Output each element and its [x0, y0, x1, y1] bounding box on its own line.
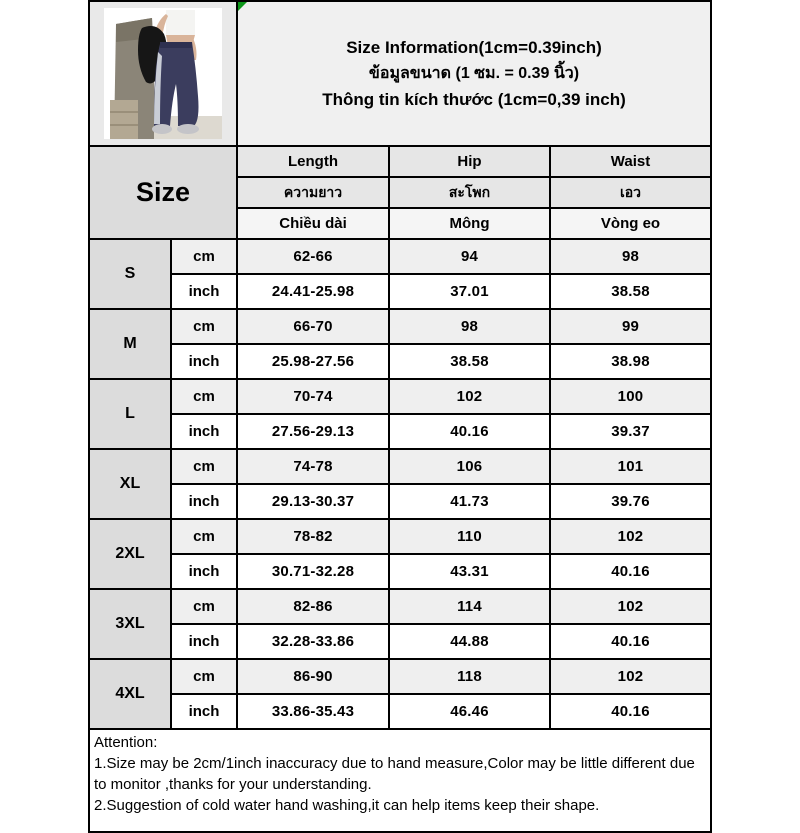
value-3xl-waist-cm: 102 [550, 589, 711, 624]
attention-note-2: 2.Suggestion of cold water hand washing,it can help items keep their shape. [94, 797, 600, 814]
product-photo [104, 8, 222, 139]
size-label-3xl: 3XL [89, 589, 171, 659]
value-m-length-inch: 25.98-27.56 [237, 344, 389, 379]
title-vietnamese: Thông tin kích thước (1cm=0,39 inch) [322, 89, 626, 109]
size-information-title-cell [237, 1, 711, 146]
value-s-length-cm: 62-66 [237, 239, 389, 274]
value-l-length-cm: 70-74 [237, 379, 389, 414]
col-header-waist-vi: Vòng eo [550, 208, 711, 239]
unit-label-cm: cm [171, 589, 237, 624]
value-m-length-cm: 66-70 [237, 309, 389, 344]
value-3xl-hip-inch: 44.88 [389, 624, 550, 659]
unit-label-inch: inch [171, 274, 237, 309]
header-banner-row [89, 1, 711, 146]
title-thai: ข้อมูลขนาด (1 ซม. = 0.39 นิ้ว) [368, 64, 580, 82]
unit-label-inch: inch [171, 624, 237, 659]
col-header-length-vi: Chiều dài [237, 208, 389, 239]
table-row-2xl-cm [89, 519, 711, 554]
value-s-length-inch: 24.41-25.98 [237, 274, 389, 309]
table-row-m-inch [89, 344, 711, 379]
value-4xl-waist-cm: 102 [550, 659, 711, 694]
unit-label-cm: cm [171, 659, 237, 694]
table-row-s-inch [89, 274, 711, 309]
col-header-hip-th: สะโพก [389, 177, 550, 208]
attention-heading: Attention: [94, 734, 158, 751]
unit-label-cm: cm [171, 449, 237, 484]
unit-label-inch: inch [171, 344, 237, 379]
size-label-l: L [89, 379, 171, 449]
size-label-s: S [89, 239, 171, 309]
value-s-hip-cm: 94 [389, 239, 550, 274]
value-l-waist-inch: 39.37 [550, 414, 711, 449]
value-2xl-hip-cm: 110 [389, 519, 550, 554]
unit-label-inch: inch [171, 484, 237, 519]
table-row-3xl-cm [89, 589, 711, 624]
unit-label-inch: inch [171, 414, 237, 449]
value-2xl-length-cm: 78-82 [237, 519, 389, 554]
value-2xl-length-inch: 30.71-32.28 [237, 554, 389, 589]
col-header-length-th: ความยาว [237, 177, 389, 208]
col-header-waist-th: เอว [550, 177, 711, 208]
size-label-2xl: 2XL [89, 519, 171, 589]
unit-label-cm: cm [171, 239, 237, 274]
value-3xl-length-inch: 32.28-33.86 [237, 624, 389, 659]
size-label-4xl: 4XL [89, 659, 171, 729]
value-s-waist-inch: 38.58 [550, 274, 711, 309]
value-xl-waist-cm: 101 [550, 449, 711, 484]
table-row-l-cm [89, 379, 711, 414]
col-header-hip-en: Hip [389, 146, 550, 177]
value-4xl-waist-inch: 40.16 [550, 694, 711, 729]
value-4xl-hip-cm: 118 [389, 659, 550, 694]
table-row-s-cm [89, 239, 711, 274]
table-row-xl-inch [89, 484, 711, 519]
value-3xl-hip-cm: 114 [389, 589, 550, 624]
value-xl-length-cm: 74-78 [237, 449, 389, 484]
value-3xl-waist-inch: 40.16 [550, 624, 711, 659]
title-english: Size Information(1cm=0.39inch) [346, 37, 602, 57]
table-row-xl-cm [89, 449, 711, 484]
value-xl-hip-cm: 106 [389, 449, 550, 484]
size-header-cell: Size [89, 146, 237, 239]
value-xl-hip-inch: 41.73 [389, 484, 550, 519]
unit-label-cm: cm [171, 519, 237, 554]
attention-note [89, 729, 711, 832]
table-row-4xl-inch [89, 694, 711, 729]
value-xl-length-inch: 29.13-30.37 [237, 484, 389, 519]
table-row-2xl-inch [89, 554, 711, 589]
col-header-length-en: Length [237, 146, 389, 177]
size-label-m: M [89, 309, 171, 379]
product-photo-cell [89, 1, 237, 146]
value-l-length-inch: 27.56-29.13 [237, 414, 389, 449]
value-l-hip-cm: 102 [389, 379, 550, 414]
value-m-hip-cm: 98 [389, 309, 550, 344]
green-corner-marker-icon [238, 2, 247, 11]
unit-label-inch: inch [171, 694, 237, 729]
value-s-hip-inch: 37.01 [389, 274, 550, 309]
value-l-waist-cm: 100 [550, 379, 711, 414]
column-header-row-en [89, 146, 711, 177]
col-header-waist-en: Waist [550, 146, 711, 177]
attention-row [89, 729, 711, 832]
unit-label-cm: cm [171, 379, 237, 414]
table-row-m-cm [89, 309, 711, 344]
unit-label-inch: inch [171, 554, 237, 589]
value-s-waist-cm: 98 [550, 239, 711, 274]
size-label-xl: XL [89, 449, 171, 519]
unit-label-cm: cm [171, 309, 237, 344]
value-m-hip-inch: 38.58 [389, 344, 550, 379]
table-row-4xl-cm [89, 659, 711, 694]
value-2xl-waist-inch: 40.16 [550, 554, 711, 589]
value-4xl-hip-inch: 46.46 [389, 694, 550, 729]
value-m-waist-cm: 99 [550, 309, 711, 344]
value-l-hip-inch: 40.16 [389, 414, 550, 449]
value-3xl-length-cm: 82-86 [237, 589, 389, 624]
size-chart-table [88, 0, 712, 833]
value-2xl-waist-cm: 102 [550, 519, 711, 554]
value-2xl-hip-inch: 43.31 [389, 554, 550, 589]
col-header-hip-vi: Mông [389, 208, 550, 239]
value-4xl-length-inch: 33.86-35.43 [237, 694, 389, 729]
value-m-waist-inch: 38.98 [550, 344, 711, 379]
value-4xl-length-cm: 86-90 [237, 659, 389, 694]
table-row-3xl-inch [89, 624, 711, 659]
table-row-l-inch [89, 414, 711, 449]
attention-note-1: 1.Size may be 2cm/1inch inaccuracy due to hand measure,Color may be little different due to monitor ,thanks for your understanding. [94, 755, 695, 793]
value-xl-waist-inch: 39.76 [550, 484, 711, 519]
